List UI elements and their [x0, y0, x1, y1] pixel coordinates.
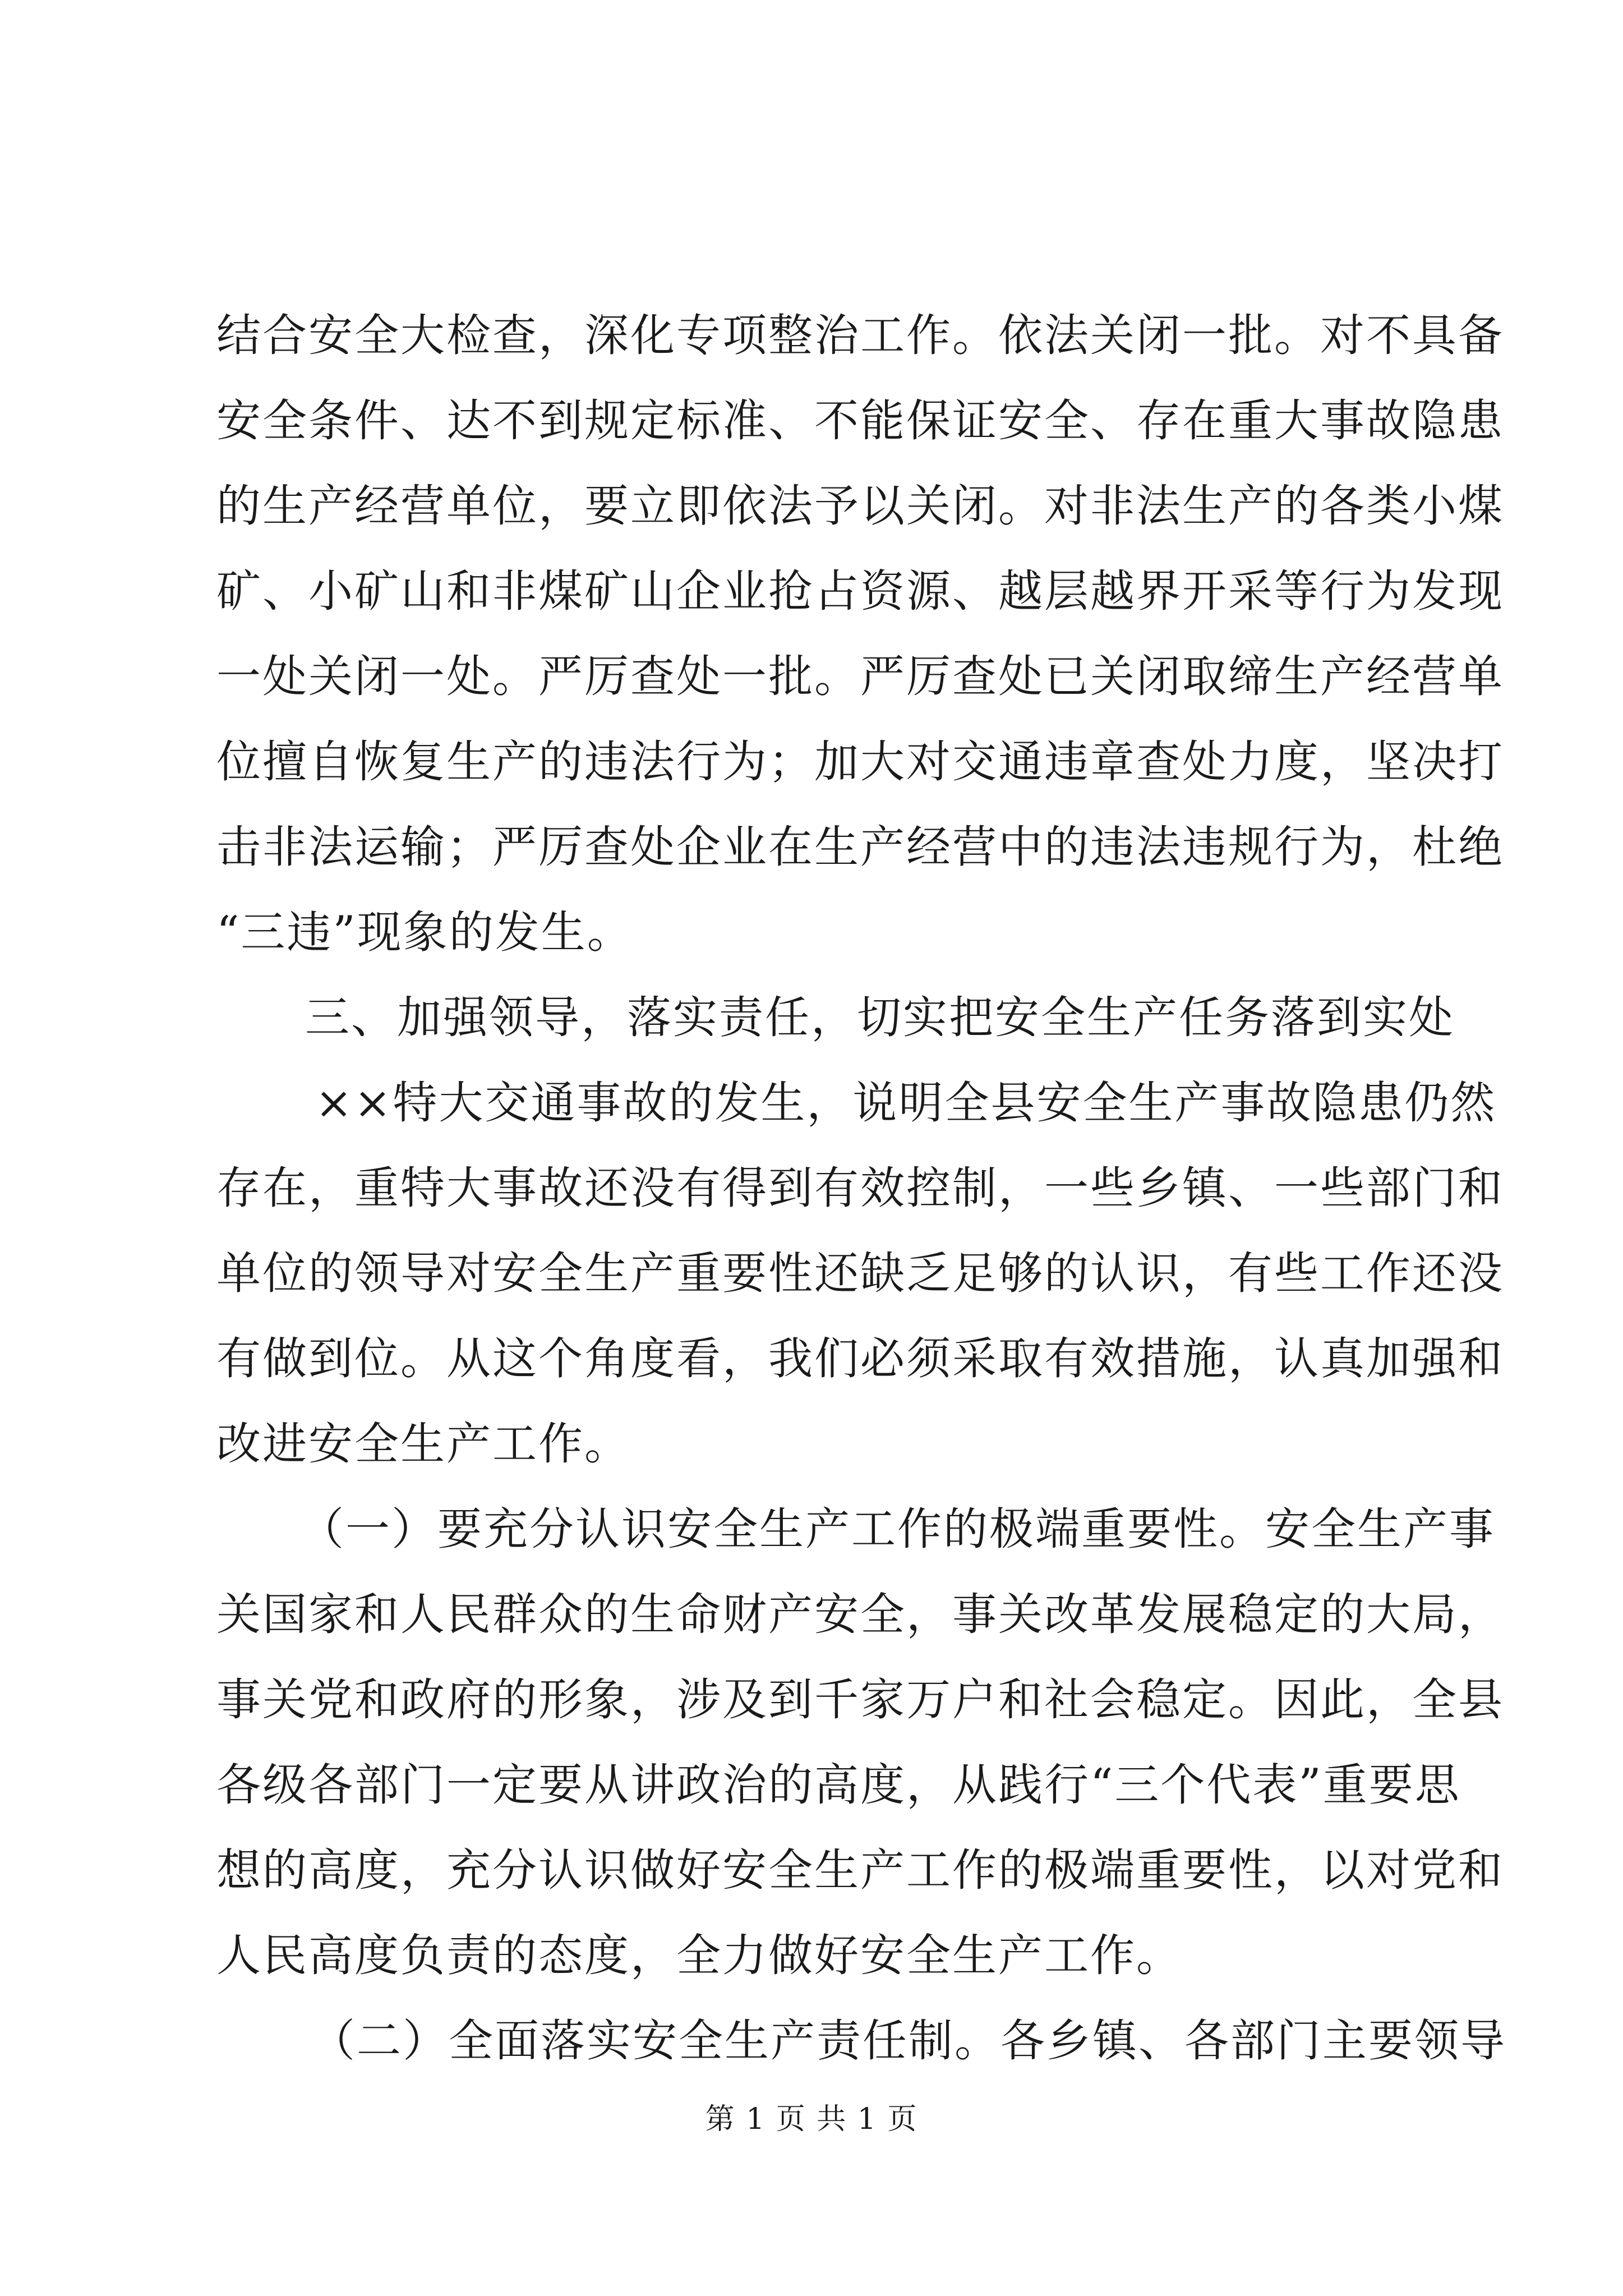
paragraph-line: 各级各部门一定要从讲政治的高度，从践行“三个代表”重要思 — [216, 1759, 1461, 1811]
paragraph-line: （一）要充分认识安全生产工作的极端重要性。安全生产事 — [299, 1503, 1495, 1555]
paragraph-line: 人民高度负责的态度，全力做好安全生产工作。 — [216, 1930, 1182, 1981]
paragraph-line: 击非法运输；严厉查处企业在生产经营中的违法违规行为，杜绝 — [216, 821, 1504, 873]
paragraph-line: （二）全面落实安全生产责任制。各乡镇、各部门主要领导 — [311, 2015, 1506, 2067]
paragraph-line: 改进安全生产工作。 — [216, 1418, 630, 1470]
paragraph-line: 矿、小矿山和非煤矿山企业抢占资源、越层越界开采等行为发现 — [216, 565, 1504, 617]
paragraph-line: 一处关闭一处。严厉查处一批。严厉查处已关闭取缔生产经营单 — [216, 651, 1504, 702]
section-heading: 三、加强领导，落实责任，切实把安全生产任务落到实处 — [305, 992, 1455, 1043]
paragraph-line: ××特大交通事故的发生，说明全县安全生产事故隐患仍然 — [315, 1077, 1497, 1129]
page-number-footer: 第 1 页 共 1 页 — [705, 2102, 918, 2136]
paragraph-line: 有做到位。从这个角度看，我们必须采取有效措施，认真加强和 — [216, 1333, 1504, 1384]
paragraph-line: 安全条件、达不到规定标准、不能保证安全、存在重大事故隐患 — [216, 395, 1504, 447]
document-body — [216, 293, 1506, 2083]
paragraph-line: 单位的领导对安全生产重要性还缺乏足够的认识，有些工作还没 — [216, 1248, 1504, 1299]
paragraph-line: 结合安全大检查，深化专项整治工作。依法关闭一批。对不具备 — [216, 310, 1504, 361]
paragraph-line: 关国家和人民群众的生命财产安全，事关改革发展稳定的大局， — [216, 1589, 1504, 1640]
paragraph-line: 事关党和政府的形象，涉及到千家万户和社会稳定。因此，全县 — [216, 1674, 1504, 1726]
paragraph-line: 的生产经营单位，要立即依法予以关闭。对非法生产的各类小煤 — [216, 480, 1504, 532]
paragraph-line: 存在，重特大事故还没有得到有效控制，一些乡镇、一些部门和 — [216, 1162, 1504, 1214]
paragraph-line: 想的高度，充分认识做好安全生产工作的极端重要性，以对党和 — [216, 1844, 1504, 1896]
paragraph-line: 位擅自恢复生产的违法行为；加大对交通违章查处力度，坚决打 — [216, 736, 1504, 788]
paragraph-line: “三违”现象的发生。 — [216, 907, 633, 958]
